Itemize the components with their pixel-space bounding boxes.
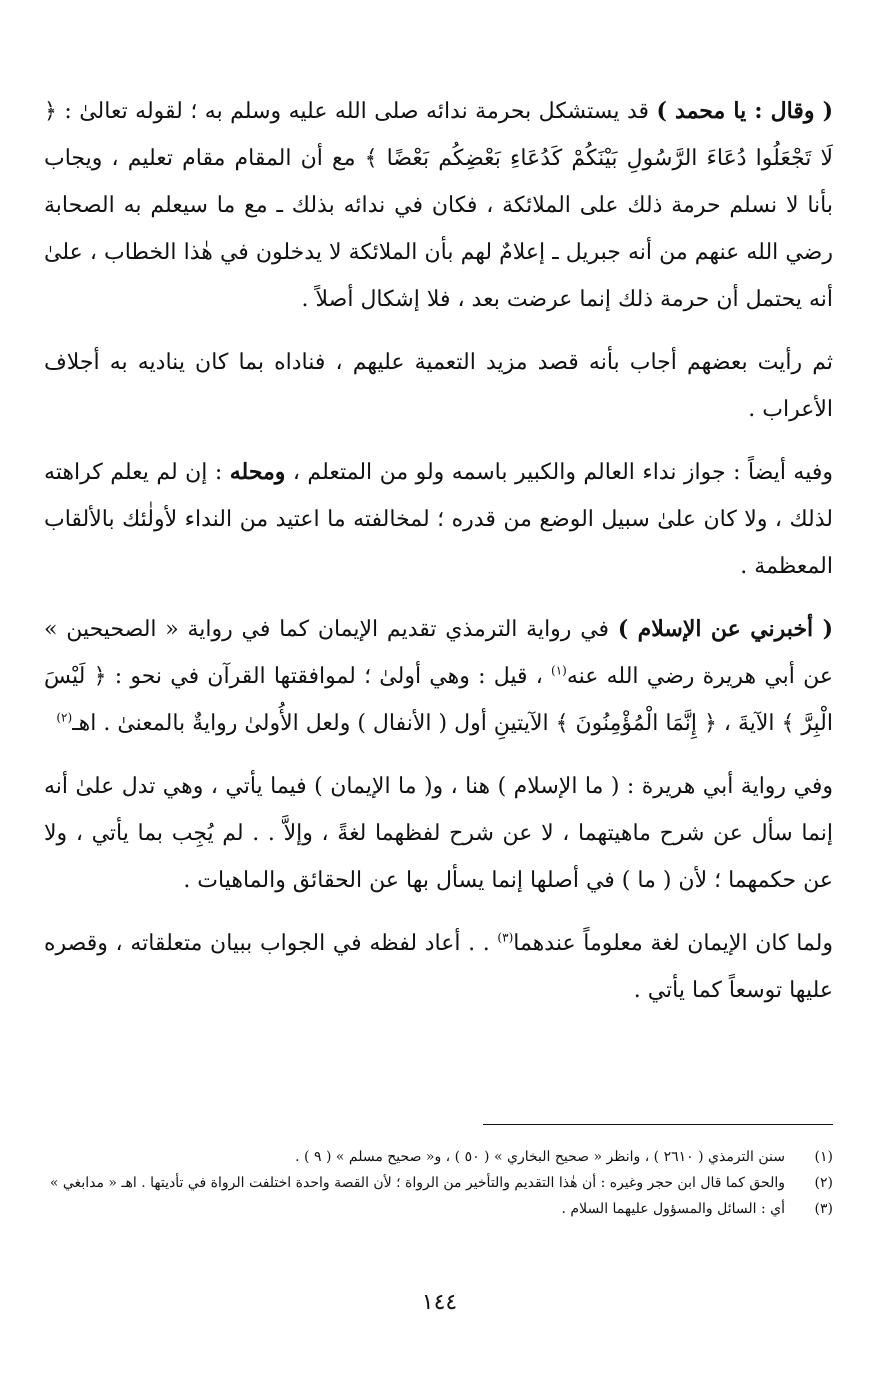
footnote-number: (١): [814, 1149, 833, 1165]
paragraph-text: وفيه أيضاً : جواز نداء العالم والكبير باسمه ولو من المتعلم ،: [285, 460, 833, 485]
paragraph-text: في رواية الترمذي تقديم الإيمان كما في رواية « الصحيحين » عن أبي هريرة رضي الله عنه: [44, 617, 833, 689]
footnote: [44, 1170, 833, 1196]
paragraph-6: [44, 920, 833, 1014]
footnote-ref[interactable]: (٢): [56, 710, 73, 725]
paragraph-5: وفي رواية أبي هريرة : ( ما الإسلام ) هنا ، و( ما الإيمان ) فيما يأتي ، وهي تدل علىٰ أنه إنما سأل عن شرح ماهيتهما ، لا عن شرح لفظهما لغةً ، وإلاَّ . . لم يُجِب بما يأتي ، ولا عن حكمهما ؛ لأن ( ما ) في أصلها إنما يسأل بها عن الحقائق والماهيات .: [44, 774, 833, 893]
paragraph-text: . . أعاد لفظه في الجواب ببيان متعلقاته ، وقصره عليها توسعاً كما يأتي .: [44, 931, 833, 1003]
paragraph-text: ، قيل : وهي أولىٰ ؛ لموافقتها القرآن في نحو : ﴿ لَيْسَ الْبِرَّ ﴾ الآيةَ ، ﴿ إِنَّمَا الْمُؤْمِنُونَ ﴾ الآيتينِ أول ( الأنفال ) ولعل الأُولىٰ روايةٌ بالمعنىٰ . اهـ: [44, 664, 833, 736]
paragraph-2: ثم رأيت بعضهم أجاب بأنه قصد مزيد التعمية عليهم ، فناداه بما كان يناديه به أجلاف الأعراب .: [44, 350, 833, 422]
quoted-phrase: ( أخبرني عن الإسلام ): [617, 616, 833, 642]
footnote-text: والحق كما قال ابن حجر وغيره : أن هٰذا التقديم والتأخير من الرواة ؛ لأن القصة واحدة اختلفت الرواة في تأديتها . اهـ « مدابغي »: [49, 1175, 785, 1191]
quoted-phrase: ( وقال : يا محمد ): [656, 98, 833, 124]
footnote-divider: [483, 1124, 833, 1125]
paragraph-3: [44, 449, 833, 590]
footnote: [44, 1144, 833, 1170]
footnote-text: أي : السائل والمسؤول عليهما السلام .: [561, 1201, 785, 1217]
page-number: ١٤٤: [421, 1290, 458, 1315]
footnote: [44, 1196, 833, 1222]
paragraph-1: [44, 88, 833, 323]
paragraph-text: قد يستشكل بحرمة ندائه صلى الله عليه وسلم به ؛ لقوله تعالىٰ : ﴿ لَا تَجْعَلُوا دُعَاءَ الرَّسُولِ بَيْنَكُمْ كَدُعَاءِ بَعْضِكُم بَعْضًا ﴾ مع أن المقام مقام تعليم ، ويجاب بأنا لا نسلم حرمة ذلك على الملائكة ، فكان في ندائه بذلك ـ مع ما سيعلم به الصحابة رضي الله عنهم من أنه جبريل ـ إعلامٌ لهم بأن الملائكة لا يدخلون في هٰذا الخطاب ، علىٰ أنه يحتمل أن حرمة ذلك إنما عرضت بعد ، فلا إشكال أصلاً .: [44, 99, 833, 312]
paragraph-text: ولما كان الإيمان لغة معلوماً عندهما: [513, 931, 833, 956]
paragraph-text: : إن لم يعلم كراهته لذلك ، ولا كان علىٰ سبيل الوضع من قدره ؛ لمخالفته ما اعتيد من النداء لأولٰئك بالألقاب المعظمة .: [44, 460, 833, 579]
footnote-number: (٣): [814, 1201, 833, 1217]
bold-term: ومحله: [229, 459, 286, 485]
footnote-ref[interactable]: (١): [551, 663, 567, 678]
footnote-ref[interactable]: (٣): [497, 930, 514, 945]
footnote-text: سنن الترمذي ( ٢٦١٠ ) ، وانظر « صحيح البخاري » ( ٥٠ ) ، و« صحيح مسلم » ( ٩ ) .: [295, 1149, 785, 1165]
paragraph-4: [44, 606, 833, 747]
footnote-number: (٢): [814, 1175, 833, 1191]
footnotes: [44, 1144, 833, 1222]
